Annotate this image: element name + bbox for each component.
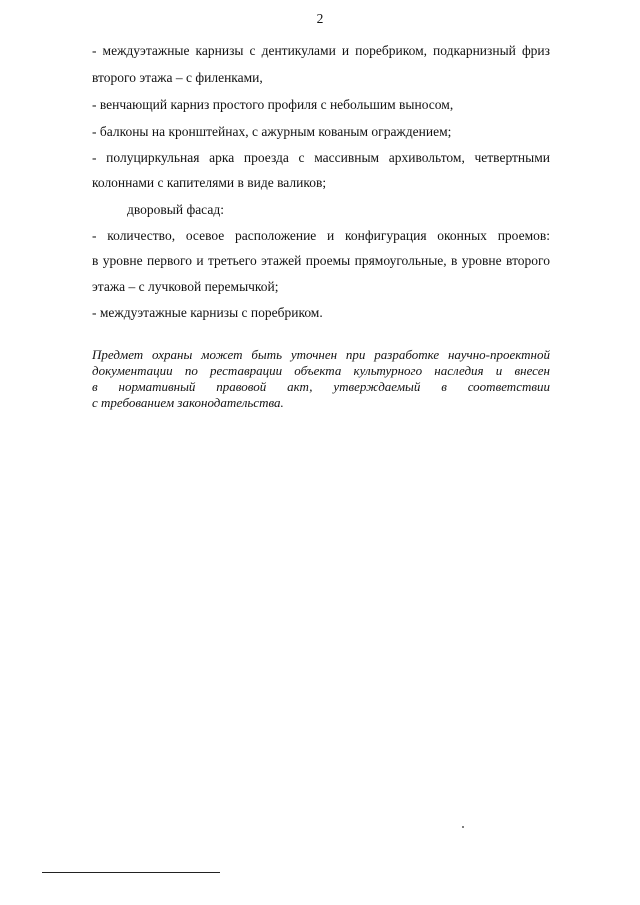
scan-speck (462, 826, 464, 828)
note-line: Предмет охраны может быть уточнен при разработке научно-проектной (92, 347, 550, 362)
bottom-rule (42, 872, 220, 873)
section-heading: дворовый фасад: (127, 202, 224, 217)
note-line: с требованием законодательства. (92, 395, 284, 410)
list-item: - междуэтажные карнизы с поребриком. (92, 305, 323, 320)
list-item: - балконы на кронштейнах, с ажурным кованым ограждением; (92, 124, 452, 139)
list-item-continuation: этажа – с лучковой перемычкой; (92, 279, 279, 294)
list-item-continuation: в уровне первого и третьего этажей проемы прямоугольные, в уровне второго (92, 253, 550, 268)
note-line: в нормативный правовой акт, утверждаемый в соответствии (92, 379, 550, 394)
list-item-continuation: колоннами с капителями в виде валиков; (92, 175, 327, 190)
page-number: 2 (316, 11, 324, 26)
list-item: - полуциркульная арка проезда с массивным архивольтом, четвертными (92, 150, 550, 165)
note-line: документации по реставрации объекта культурного наследия и внесен (92, 363, 550, 378)
list-item: - междуэтажные карнизы с дентикулами и поребриком, подкарнизный фриз (92, 43, 550, 58)
list-item: - количество, осевое расположение и конфигурация оконных проемов: (92, 228, 550, 243)
list-item: - венчающий карниз простого профиля с небольшим выносом, (92, 97, 454, 112)
list-item-continuation: второго этажа – с филенками, (92, 70, 263, 85)
